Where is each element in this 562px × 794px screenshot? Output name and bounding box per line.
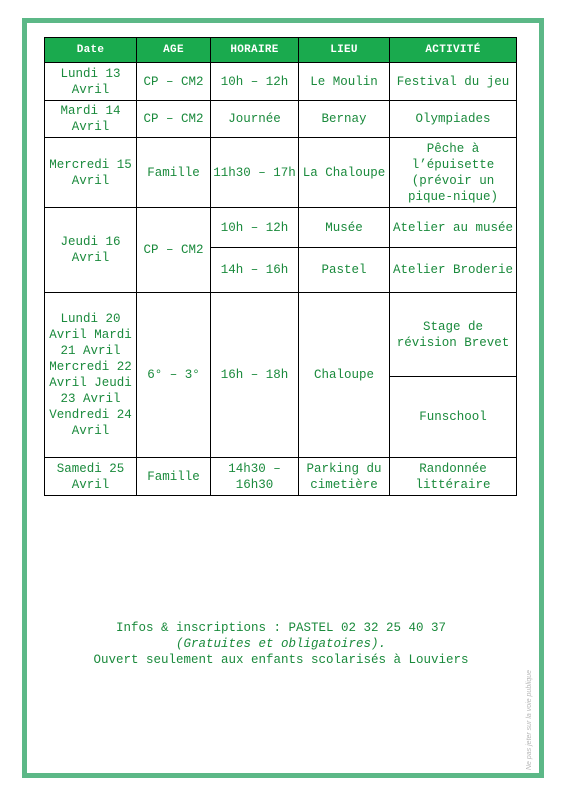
cell-horaire: 11h30 – 17h (211, 138, 299, 208)
cell-date: Jeudi 16 Avril (45, 208, 137, 293)
header-horaire: HORAIRE (211, 38, 299, 63)
table-header-row (45, 38, 517, 63)
cell-lieu: Chaloupe (299, 293, 390, 458)
cell-lieu: La Chaloupe (299, 138, 390, 208)
footer-note: (Gratuites et obligatoires). (175, 637, 387, 651)
footer-info (0, 620, 562, 668)
table-row (45, 63, 517, 101)
header-date: Date (45, 38, 137, 63)
cell-horaire: 14h – 16h (211, 248, 299, 293)
table-row (45, 101, 517, 138)
table-row (45, 138, 517, 208)
cell-age: 6° – 3° (137, 293, 211, 458)
cell-lieu: Parking du cimetière (299, 458, 390, 496)
cell-horaire: 16h – 18h (211, 293, 299, 458)
cell-activite: Festival du jeu (390, 63, 517, 101)
cell-activite: Funschool (390, 377, 517, 458)
footer-eligibility: Ouvert seulement aux enfants scolarisés à Louviers (93, 653, 469, 667)
cell-date: Mardi 14 Avril (45, 101, 137, 138)
cell-activite: Olympiades (390, 101, 517, 138)
footer-contact: Infos & inscriptions : PASTEL 02 32 25 40 37 (115, 621, 447, 635)
header-lieu: LIEU (299, 38, 390, 63)
schedule-table (44, 37, 517, 496)
cell-lieu: Bernay (299, 101, 390, 138)
cell-age: CP – CM2 (137, 208, 211, 293)
cell-date: Samedi 25 Avril (45, 458, 137, 496)
cell-activite: Stage de révision Brevet (390, 293, 517, 377)
cell-lieu: Le Moulin (299, 63, 390, 101)
cell-horaire: 10h – 12h (211, 63, 299, 101)
cell-horaire: 10h – 12h (211, 208, 299, 248)
side-note: Ne pas jeter sur la voie publique (526, 669, 533, 770)
cell-activite: Atelier au musée (390, 208, 517, 248)
header-age: AGE (137, 38, 211, 63)
cell-horaire: Journée (211, 101, 299, 138)
cell-lieu: Musée (299, 208, 390, 248)
cell-age: CP – CM2 (137, 101, 211, 138)
cell-horaire: 14h30 – 16h30 (211, 458, 299, 496)
header-activite: ACTIVITÉ (390, 38, 517, 63)
cell-activite: Randonnée littéraire (390, 458, 517, 496)
cell-age: CP – CM2 (137, 63, 211, 101)
cell-lieu: Pastel (299, 248, 390, 293)
cell-age: Famille (137, 138, 211, 208)
table-row (45, 458, 517, 496)
cell-activite: Atelier Broderie (390, 248, 517, 293)
cell-age: Famille (137, 458, 211, 496)
cell-date: Lundi 13 Avril (45, 63, 137, 101)
cell-activite: Pêche à l’épuisette (prévoir un pique-nique) (390, 138, 517, 208)
table-row (45, 208, 517, 248)
cell-date: Mercredi 15 Avril (45, 138, 137, 208)
cell-date: Lundi 20 Avril Mardi 21 Avril Mercredi 22 Avril Jeudi 23 Avril Vendredi 24 Avril (45, 293, 137, 458)
table-row (45, 293, 517, 377)
